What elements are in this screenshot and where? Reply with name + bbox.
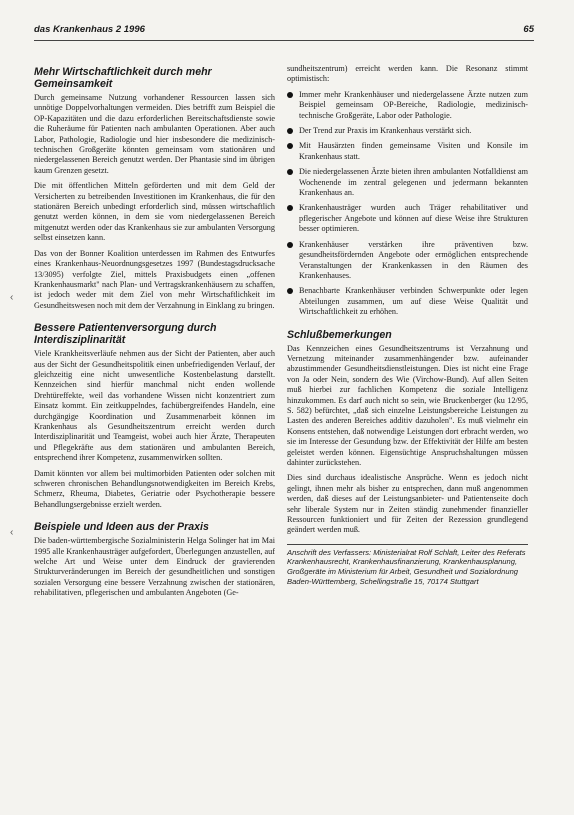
section-heading: Schlußbemerkungen — [287, 328, 392, 341]
paragraph: Die mit öffentlichen Mitteln geförderten und mit dem Geld der Versicherten zu betreibenden Investitionen im Krankenhaus, die für den stationären Bereich unbedingt erforderlich sind, müssen wirtschaftlich genutzt werden können, in dem sie vom niedergelassenen Bereich mitgenutzt werden oder das Krankenhaus sie zur ambulanten Versorgung selbst einsetzen kann. — [34, 181, 275, 243]
bullet-item: Krankenhäuser verstärken ihre präventiven bzw. gesundheitsfördernden Angebote oder ermöglichen entsprechende Veranstaltungen der Krankenkassen in den Räumen des Krankenhauses. — [287, 240, 528, 282]
section-heading: Beispiele und Ideen aus der Praxis — [34, 521, 209, 534]
right-column — [287, 64, 528, 586]
paragraph: Die baden-württembergische Sozialministerin Helga Solinger hat im Mai 1995 alle Krankenhausträger aufgefordert, Überlegungen anzustellen, auf welche Art und Weise unter dem Eindruck der gravierenden Strukturveränderungen im Bereich der gesundheitlichen und sonstigen sozialen Versorgung eine bessere Verzahnung zwischen der stationären, rehabilitativen, pflegerischen und ambulanten Angeboten (Ge- — [34, 536, 275, 598]
page-header — [34, 24, 534, 38]
paragraph: Das von der Bonner Koalition unterdessen im Rahmen des Entwurfes eines Krankenhaus-Neuordnungsgesetzes 1997 (Bundestagsdrucksache 13/3095) verfolgte Ziel, mittels Praxisbudgets einen „offenen Krankenhausmarkt" nach Plan- und Vertragskrankenhäusern zu schaffen, ist jedoch weder mit dem Ziel von mehr Wirtschaftlichkeit im Gesundheitswesen noch mit dem der Verzahnung in Einklang zu bringen. — [34, 248, 275, 310]
paragraph: Dies sind durchaus idealistische Ansprüche. Wenn es jedoch nicht gelingt, ihnen mehr als bisher zu entsprechen, dann muß angenommen werden, daß dieses auf der Leistungsanbieter- und Patientenseite doch sehr liberale System nur in Zeiten ständig zunehmender finanzieller Ressourcen funktioniert und für Zeiten der Rezession grundlegend geändert werden muß. — [287, 473, 528, 535]
page-number: 65 — [523, 24, 534, 35]
author-address: Anschrift des Verfassers: Ministerialrat Rolf Schlaft, Leiter des Referats Krankenhausrecht, Krankenhausfinanzierung, Krankenhausplanung, Großgeräte im Ministerium für Arbeit, Gesundheit und Sozialordnung Baden-Württemberg, Schellingstraße 15, 70174 Stuttgart — [287, 544, 528, 586]
bullet-item: Krankenhausträger wurden auch Träger rehabilitativer und pflegerischer Angebote und können auf diese Weise ihre Strukturen besser optimieren. — [287, 203, 528, 234]
bullet-item: Die niedergelassenen Ärzte bieten ihren ambulanten Notfalldienst am Wochenende im zentral gelegenen und jedermann bekannten Krankenhaus an. — [287, 167, 528, 198]
paragraph: Viele Krankheitsverläufe nehmen aus der Sicht der Patienten, aber auch aus der Sicht der Gesundheitspolitik einen unbefriedigenden Verlauf, der gleichzeitig eine nicht unwesentliche Kostenbelastung darstellt. Kennzeichen sind hierfür manchmal nicht enden wollende Drehtüreffekte, weil das vorhandene Wissen nicht konzentriert zum Einsatz kommt. Ein zeitkuppelndes, fachübergreifendes Handeln, eine durchgängige Koordination und Zusammenarbeit können im Krankenhaus als Gesundheitszentrum erreicht werden durch Interdisziplinarität und Teamgeist, wobei auch hier Ärzte, Therapeuten und Pflegekräfte aus dem stationären und ambulanten Bereich, entsprechend ihrer Kompetenz, zusammenwirken sollten. — [34, 349, 275, 463]
bullet-icon — [287, 169, 293, 175]
bullet-icon — [287, 242, 293, 248]
section-heading: Bessere Patientenversorgung durch Interdisziplinarität — [34, 322, 217, 347]
bullet-item: Immer mehr Krankenhäuser und niedergelassene Ärzte nutzen zum Beispiel gemeinsam OP-Bereiche, Radiologie, medizinisch-technische Großgeräte, Labor oder Pathologie. — [287, 90, 528, 121]
paragraph: Damit könnten vor allem bei multimorbiden Patienten oder solchen mit schweren chronischen Behandlungsnotwendigkeiten im Bereich Krebs, Schmerz, Rheuma, Diabetes, Geriatrie oder Psychotherapie bessere Behandlungsergebnisse erzielt werden. — [34, 468, 275, 509]
bullet-item: Mit Hausärzten finden gemeinsame Visiten und Konsile im Krankenhaus statt. — [287, 141, 528, 162]
margin-mark: ‹ — [10, 527, 14, 538]
left-column — [34, 66, 275, 604]
bullet-icon — [287, 288, 293, 294]
bullet-icon — [287, 92, 293, 98]
journal-title: das Krankenhaus 2 1996 — [34, 24, 145, 35]
bullet-item: Der Trend zur Praxis im Krankenhaus verstärkt sich. — [287, 126, 528, 136]
paragraph: Durch gemeinsame Nutzung vorhandener Ressourcen lassen sich unnötige Doppelvorhaltungen vermeiden. Dies betrifft zum Beispiel die OP-Kapazitäten und die dazu erforderlichen Bereitschaftsdienste sowie die Ruheräume für Patienten nach ambulanten Operationen. Aber auch Labor, Pathologie, Radiologie und hier insbesondere die medizinisch-technischen Großgeräte könnten gemeinsam vom stationären und niedergelassenen Bereich genutzt werden. Der Phantasie sind im übrigen kaum Grenzen gesetzt. — [34, 93, 275, 175]
bullet-icon — [287, 205, 293, 211]
paragraph: Das Kennzeichen eines Gesundheitszentrums ist Verzahnung und Vernetzung miteinander zusammenhängender bzw. aufeinander abzustimmender Gesundheitsdienstleistungen. Dies ist nicht eine Frage von Ja oder Nein, sondern des Wie (Virchow-Bund). Auf allen Seiten muß hierbei zur fachlichen Kompetenz die soziale Intelligenz hinzukommen. Es darf auch nicht so sein, wie Bruckenberger (ku 12/95, S. 582) befürchtet, „daß sich einzelne Leistungsbereiche Leistungen zu Lasten des anderen Bereiches additiv dazuholen". Es muß vielmehr ein Konsens entstehen, daß notwendige Leistungen dort erbracht werden, wo sie im Interesse der Gesundung bzw. der Effektivität der Hilfe am besten geleistet werden können. Eigensüchtige Anspruchshaltungen müssen dahinter zurückstehen. — [287, 343, 528, 467]
bullet-item: Benachbarte Krankenhäuser verbinden Schwerpunkte oder legen Abteilungen zusammen, um auf diese Weise Qualität und Wirtschaftlichkeit zu erhöhen. — [287, 286, 528, 317]
bullet-icon — [287, 143, 293, 149]
margin-mark: ‹ — [10, 292, 14, 303]
bullet-icon — [287, 128, 293, 134]
header-rule — [34, 40, 534, 41]
section-heading: Mehr Wirtschaftlichkeit durch mehr Gemeinsamkeit — [34, 66, 212, 90]
paragraph: sundheitszentrum) erreicht werden kann. Die Resonanz stimmt optimistisch: — [287, 64, 528, 84]
